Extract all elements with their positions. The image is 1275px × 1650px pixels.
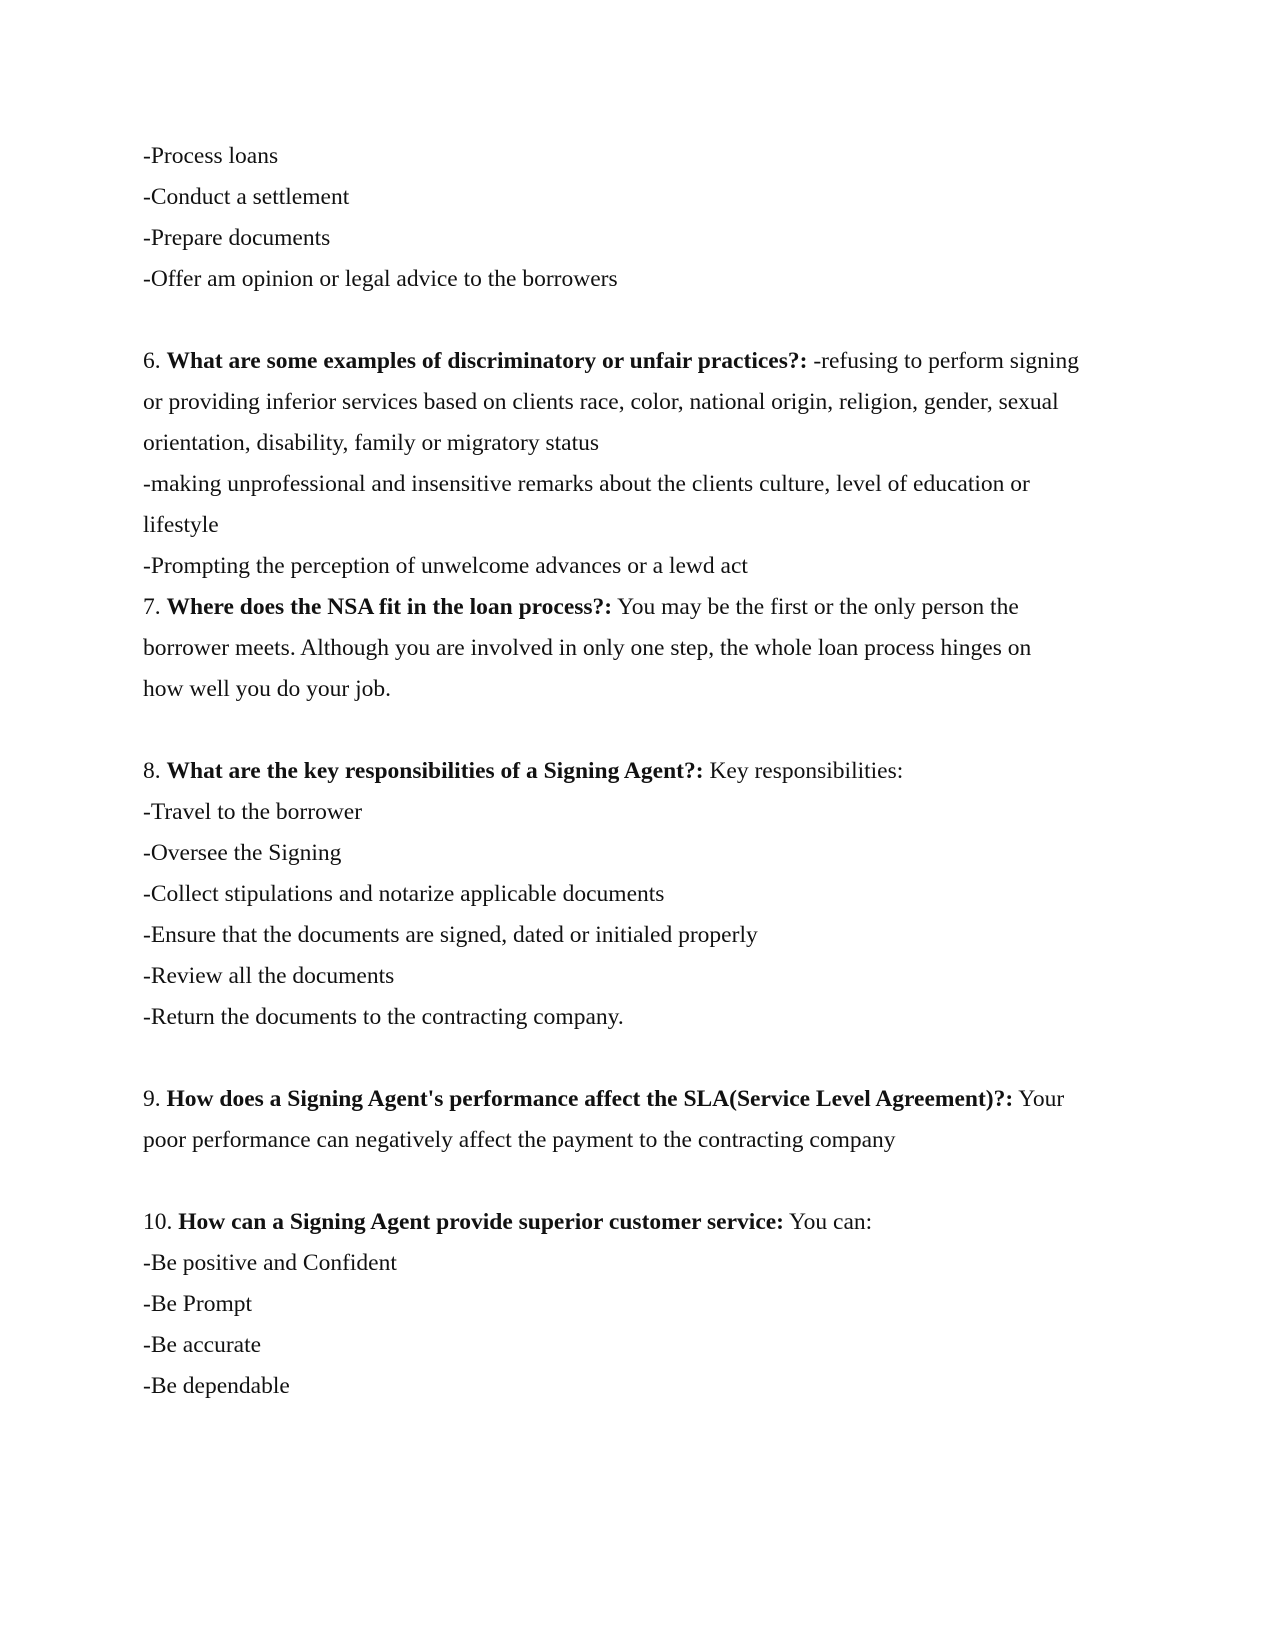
list-item: -Process loans <box>143 143 279 169</box>
answer-line: -Prompting the perception of unwelcome advances or a lewd act <box>143 553 748 579</box>
list-item: -Prepare documents <box>143 225 331 251</box>
answer-line: -Oversee the Signing <box>143 840 342 866</box>
answer-line: lifestyle <box>143 512 219 538</box>
answer-line: or providing inferior services based on clients race, color, national origin, religion, gender, sexual <box>143 389 1059 415</box>
document-page <box>143 136 1083 1407</box>
answer-line: -Be positive and Confident <box>143 1250 397 1276</box>
answer-text: You may be the first or the only person the <box>612 594 1019 620</box>
question-number: 10. <box>143 1209 179 1235</box>
answer-line: poor performance can negatively affect the payment to the contracting company <box>143 1127 896 1153</box>
list-item: -Conduct a settlement <box>143 184 350 210</box>
answer-text: -refusing to perform signing <box>807 348 1079 374</box>
question-10 <box>143 1202 1083 1243</box>
answer-line: -Be Prompt <box>143 1291 253 1317</box>
answer-text: Key responsibilities: <box>703 758 904 784</box>
answer-line: -Ensure that the documents are signed, dated or initialed properly <box>143 922 758 948</box>
answer-line: borrower meets. Although you are involved in only one step, the whole loan process hinges on <box>143 635 1032 661</box>
answer-line: -Review all the documents <box>143 963 395 989</box>
question-number: 7. <box>143 594 167 620</box>
question-text: Where does the NSA fit in the loan process?: <box>166 594 613 620</box>
answer-line: -Return the documents to the contracting company. <box>143 1004 624 1030</box>
question-number: 6. <box>143 348 167 374</box>
answer-text: You can: <box>784 1209 873 1235</box>
answer-line: -Be dependable <box>143 1373 290 1399</box>
question-7 <box>143 587 1083 628</box>
question-text: How can a Signing Agent provide superior customer service: <box>178 1209 785 1235</box>
question-text: What are the key responsibilities of a Signing Agent?: <box>166 758 704 784</box>
answer-line: -Be accurate <box>143 1332 262 1358</box>
question-number: 8. <box>143 758 167 784</box>
answer-line: -Collect stipulations and notarize applicable documents <box>143 881 665 907</box>
question-number: 9. <box>143 1086 167 1112</box>
question-8 <box>143 751 1083 792</box>
answer-line: how well you do your job. <box>143 676 392 702</box>
question-text: What are some examples of discriminatory or unfair practices?: <box>166 348 808 374</box>
list-item: -Offer am opinion or legal advice to the borrowers <box>143 266 618 292</box>
answer-line: -Travel to the borrower <box>143 799 363 825</box>
answer-line: -making unprofessional and insensitive remarks about the clients culture, level of education or <box>143 471 1030 497</box>
question-text: How does a Signing Agent's performance affect the SLA(Service Level Agreement)?: <box>166 1086 1014 1112</box>
answer-line: orientation, disability, family or migratory status <box>143 430 599 456</box>
question-9 <box>143 1079 1083 1120</box>
question-6 <box>143 341 1083 382</box>
answer-text: Your <box>1013 1086 1065 1112</box>
